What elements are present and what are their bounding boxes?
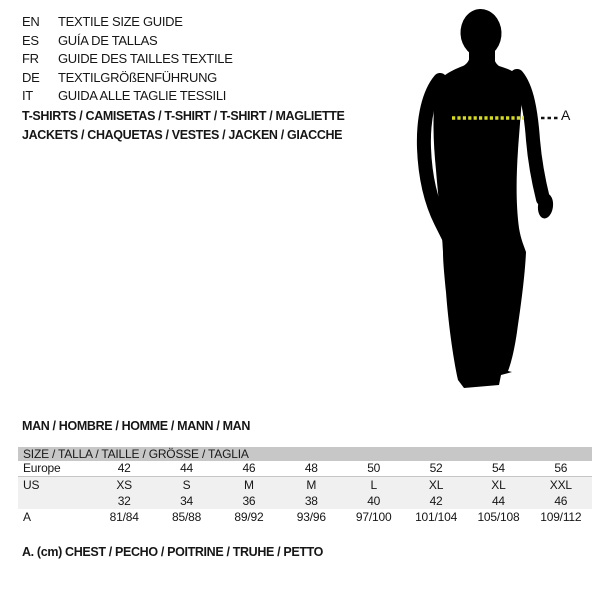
table-cell: 34 xyxy=(180,494,194,508)
table-cell: 36 xyxy=(242,494,256,508)
row-label xyxy=(18,493,93,509)
head-shape xyxy=(459,8,502,58)
table-cell: 101/104 xyxy=(415,510,458,524)
table-cell: 42 xyxy=(117,461,131,475)
language-row-it xyxy=(22,87,233,106)
table-header: SIZE / TALLA / TAILLE / GRÖSSE / TAGLIA xyxy=(18,447,592,461)
table-row-us xyxy=(18,477,592,493)
language-code: IT xyxy=(22,88,33,103)
table-cell: XL xyxy=(491,478,506,492)
table-row-numeric xyxy=(18,493,592,509)
table-cell: 105/108 xyxy=(477,510,520,524)
section-title-man: MAN / HOMBRE / HOMME / MANN / MAN xyxy=(22,419,251,433)
language-label: TEXTILE SIZE GUIDE xyxy=(58,14,183,29)
language-code: DE xyxy=(22,69,40,85)
table-cell: 56 xyxy=(554,461,568,475)
language-list xyxy=(22,13,233,106)
measure-label-a: A xyxy=(561,107,571,123)
table-cell: 40 xyxy=(367,494,381,508)
table-cell: 109/112 xyxy=(540,510,582,524)
table-cell: 54 xyxy=(491,461,505,475)
language-code: EN xyxy=(22,14,40,29)
language-label: GUÍA DE TALLAS xyxy=(58,32,158,48)
table-cell: 46 xyxy=(242,461,256,475)
man-silhouette xyxy=(400,5,580,400)
table-cell: 38 xyxy=(304,494,318,508)
table-cell: M xyxy=(244,478,254,492)
table-cell: 93/96 xyxy=(296,510,326,524)
table-cell: XXL xyxy=(549,478,572,492)
language-row-fr xyxy=(22,50,233,69)
table-cell: 52 xyxy=(429,461,443,475)
right-arm-shape xyxy=(517,76,543,199)
row-label: US xyxy=(23,478,40,492)
category-line-jackets: JACKETS / CHAQUETAS / VESTES / JACKEN / GIACCHE xyxy=(22,127,343,142)
table-cell: 81/84 xyxy=(109,510,139,524)
language-code: FR xyxy=(22,51,39,66)
table-cell: 32 xyxy=(117,494,131,508)
table-cell: 89/92 xyxy=(234,510,264,524)
language-row-de xyxy=(22,69,233,88)
language-row-es xyxy=(22,32,233,51)
table-cell: 85/88 xyxy=(172,510,202,524)
chest-footnote: A. (cm) CHEST / PECHO / POITRINE / TRUHE / PETTO xyxy=(22,545,324,559)
language-label: TEXTILGRÖßENFÜHRUNG xyxy=(58,69,217,85)
table-cell: 42 xyxy=(429,494,443,508)
table-cell: XS xyxy=(116,478,132,492)
language-label: GUIDA ALLE TAGLIE TESSILI xyxy=(58,88,227,103)
table-cell: 97/100 xyxy=(355,510,392,524)
table-cell: 46 xyxy=(554,494,568,508)
row-label: Europe xyxy=(23,461,61,475)
size-table xyxy=(18,447,592,525)
table-cell: S xyxy=(182,478,191,492)
table-cell: L xyxy=(370,478,377,492)
table-cell: 50 xyxy=(367,461,381,475)
category-lines xyxy=(22,107,345,144)
table-cell: 44 xyxy=(180,461,194,475)
language-row-en xyxy=(22,13,233,32)
table-cell: XL xyxy=(428,478,444,492)
row-label: A xyxy=(23,510,31,524)
table-cell: 48 xyxy=(304,461,318,475)
language-code: ES xyxy=(22,32,39,48)
language-label: GUIDE DES TAILLES TEXTILE xyxy=(58,51,233,66)
table-row-europe xyxy=(18,461,592,477)
table-row-chest-a xyxy=(18,509,592,525)
table-cell: 44 xyxy=(491,494,505,508)
table-cell: M xyxy=(306,478,317,492)
category-line-tshirts: T-SHIRTS / CAMISETAS / T-SHIRT / T-SHIRT / MAGLIETTE xyxy=(22,109,345,123)
